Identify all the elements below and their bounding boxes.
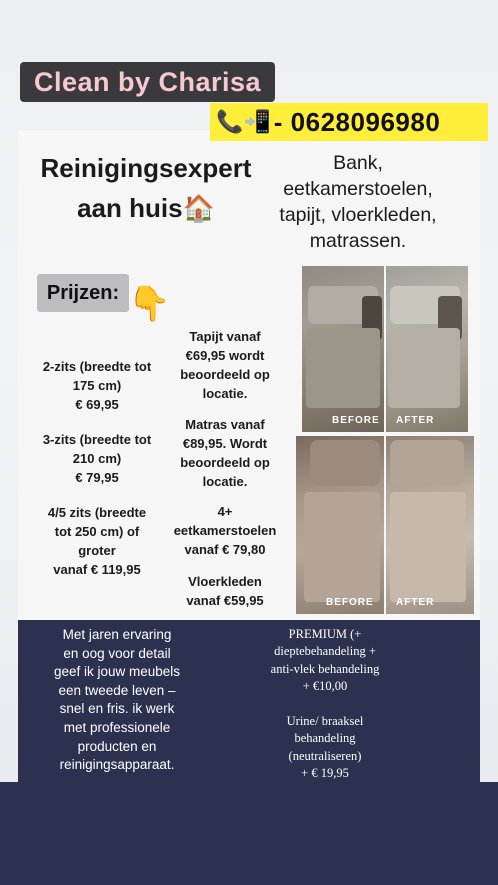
about-line: met professionele — [63, 719, 171, 735]
about-line: Met jaren ervaring — [62, 627, 172, 642]
price-line: 4/5 zits (breedte — [47, 505, 147, 520]
after-label: AFTER — [396, 415, 435, 426]
about-line: en oog voor detail — [63, 645, 171, 661]
before-label: BEFORE — [332, 415, 380, 426]
price-line: 3-zits (breedte tot — [42, 432, 152, 447]
extras-price: + € 19,95 — [301, 766, 349, 781]
services-list — [258, 150, 458, 254]
before-after-photo-sofa-seat — [302, 266, 468, 432]
extras-spacer — [248, 696, 402, 713]
extras-line: anti-vlek behandeling — [270, 661, 380, 676]
after-photo — [386, 266, 468, 432]
price-3-seat — [34, 430, 160, 487]
price-value: vanaf € 79,80 — [184, 542, 266, 557]
page-title — [22, 148, 270, 228]
price-value: vanaf €59,95 — [186, 593, 264, 608]
seat-shape — [304, 492, 380, 602]
price-line: eetkamerstoelen — [173, 523, 277, 538]
seat-shape — [390, 492, 466, 602]
about-line: snel en fris. ik werk — [59, 701, 175, 717]
price-value: € 69,95 — [75, 397, 119, 412]
extras-line: PREMIUM (+ — [288, 627, 362, 641]
seat-shape — [306, 328, 380, 408]
price-line: €69,95 wordt — [185, 348, 265, 363]
title-line: aan huis🏠 — [77, 193, 215, 223]
after-photo — [386, 436, 474, 614]
price-dining-chairs — [164, 502, 286, 559]
about-line: producten en — [77, 738, 157, 754]
service-item: matrassen. — [309, 230, 407, 252]
phone-number: - 0628096980 — [273, 106, 441, 137]
pointing-down-icon: 👇 — [128, 285, 171, 323]
backrest-shape — [390, 440, 464, 486]
price-line: beoordeeld op — [180, 455, 270, 470]
price-line: groter — [78, 543, 116, 558]
price-value: € 79,95 — [75, 470, 119, 485]
about-line: een tweede leven – — [58, 682, 176, 698]
price-line: locatie. — [202, 386, 248, 401]
price-line: 210 cm) — [72, 451, 122, 466]
service-item: Bank, — [333, 152, 383, 174]
price-line: locatie. — [202, 474, 248, 489]
price-line: Tapijt vanaf — [189, 329, 261, 344]
before-photo — [296, 436, 384, 614]
backrest-shape — [310, 440, 380, 486]
phone-icon: 📞📲 — [216, 109, 272, 134]
service-item: tapijt, vloerkleden, — [279, 204, 437, 226]
price-rugs — [170, 572, 280, 610]
about-line: geef ik jouw meubels — [53, 664, 181, 680]
about-line: reinigingsapparaat. — [59, 757, 175, 773]
extras-line: behandeling — [294, 731, 356, 746]
price-4-5-seat — [34, 503, 160, 579]
brand-label: Clean by Charisa — [20, 62, 275, 102]
before-label: BEFORE — [326, 597, 374, 608]
price-line: 4+ — [217, 504, 233, 519]
extras-price: + €10,00 — [302, 679, 348, 694]
price-line: Matras vanaf — [185, 417, 265, 432]
price-mattress — [170, 415, 280, 491]
price-line: tot 250 cm) of — [54, 524, 140, 539]
footer-background — [0, 782, 498, 885]
extras-line: Urine/ braaksel — [286, 714, 364, 729]
about-text — [32, 626, 202, 775]
price-2-seat — [34, 357, 160, 414]
extras-text — [248, 626, 402, 783]
price-line: €89,95. Wordt — [182, 436, 268, 451]
price-line: beoordeeld op — [180, 367, 270, 382]
service-item: eetkamerstoelen, — [283, 178, 433, 200]
phone-banner[interactable] — [210, 103, 488, 141]
prices-heading: Prijzen: — [37, 274, 129, 312]
title-line: Reinigingsexpert — [40, 153, 252, 183]
price-line: 2-zits (breedte tot — [42, 359, 152, 374]
before-photo — [302, 266, 384, 432]
price-carpet — [170, 327, 280, 403]
price-line: Vloerkleden — [188, 574, 262, 589]
price-line: 175 cm) — [72, 378, 122, 393]
extras-line: dieptebehandeling + — [274, 644, 376, 659]
price-value: vanaf € 119,95 — [53, 562, 141, 577]
extras-line: (neutraliseren) — [288, 748, 362, 763]
seat-shape — [388, 328, 460, 408]
after-label: AFTER — [396, 597, 435, 608]
before-after-photo-chaise — [296, 436, 474, 614]
